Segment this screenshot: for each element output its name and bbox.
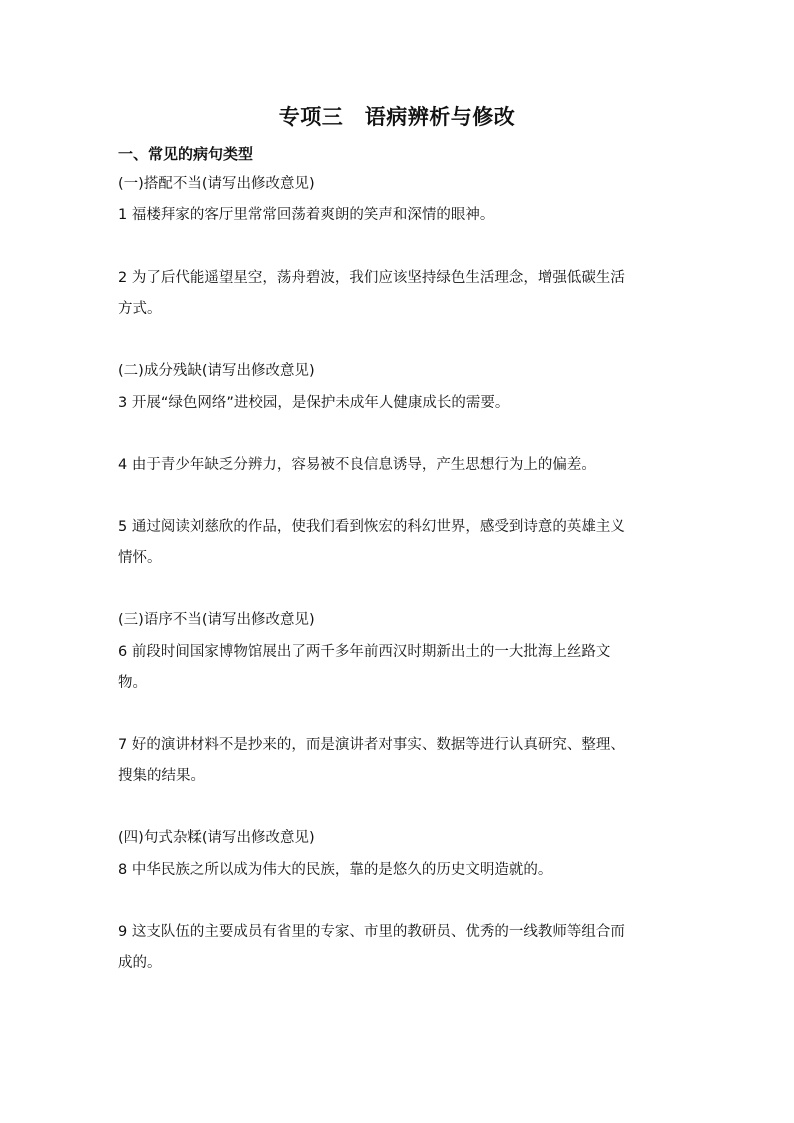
sentence-5-line-2: 情怀。 [118, 550, 162, 566]
category-heading-2: (二)成分残缺(请写出修改意见) [118, 363, 315, 379]
sentence-9-line-2: 成的。 [118, 955, 162, 971]
sentence-5-line-1: 5 通过阅读刘慈欣的作品，使我们看到恢宏的科幻世界，感受到诗意的英雄主义 [118, 519, 625, 535]
sentence-1-line-1: 1 福楼拜家的客厅里常常回荡着爽朗的笑声和深情的眼神。 [118, 207, 495, 223]
sentence-8-line-1: 8 中华民族之所以成为伟大的民族，靠的是悠久的历史文明造就的。 [118, 862, 553, 878]
category-heading-3: (三)语序不当(请写出修改意见) [118, 612, 315, 628]
section-heading: 一、常见的病句类型 [118, 145, 254, 163]
sentence-4-line-1: 4 由于青少年缺乏分辨力，容易被不良信息诱导，产生思想行为上的偏差。 [118, 457, 596, 473]
sentence-7-line-1: 7 好的演讲材料不是抄来的，而是演讲者对事实、数据等进行认真研究、整理、 [118, 737, 625, 753]
sentence-2-line-2: 方式。 [118, 301, 162, 317]
sentence-2-line-1: 2 为了后代能遥望星空，荡舟碧波，我们应该坚持绿色生活理念，增强低碳生活 [118, 270, 625, 286]
sentence-9-line-1: 9 这支队伍的主要成员有省里的专家、市里的教研员、优秀的一线教师等组合而 [118, 924, 625, 940]
sentence-3-line-1: 3 开展“绿色网络”进校园，是保护未成年人健康成长的需要。 [118, 395, 510, 411]
sentence-6-line-1: 6 前段时间国家博物馆展出了两千多年前西汉时期新出土的一大批海上丝路文 [118, 644, 611, 660]
category-heading-4: (四)句式杂糅(请写出修改意见) [118, 830, 315, 846]
sentence-6-line-2: 物。 [118, 675, 147, 691]
sentence-7-line-2: 搜集的结果。 [118, 768, 205, 784]
page-title: 专项三 语病辨析与修改 [278, 104, 516, 129]
category-heading-1: (一)搭配不当(请写出修改意见) [118, 176, 315, 192]
